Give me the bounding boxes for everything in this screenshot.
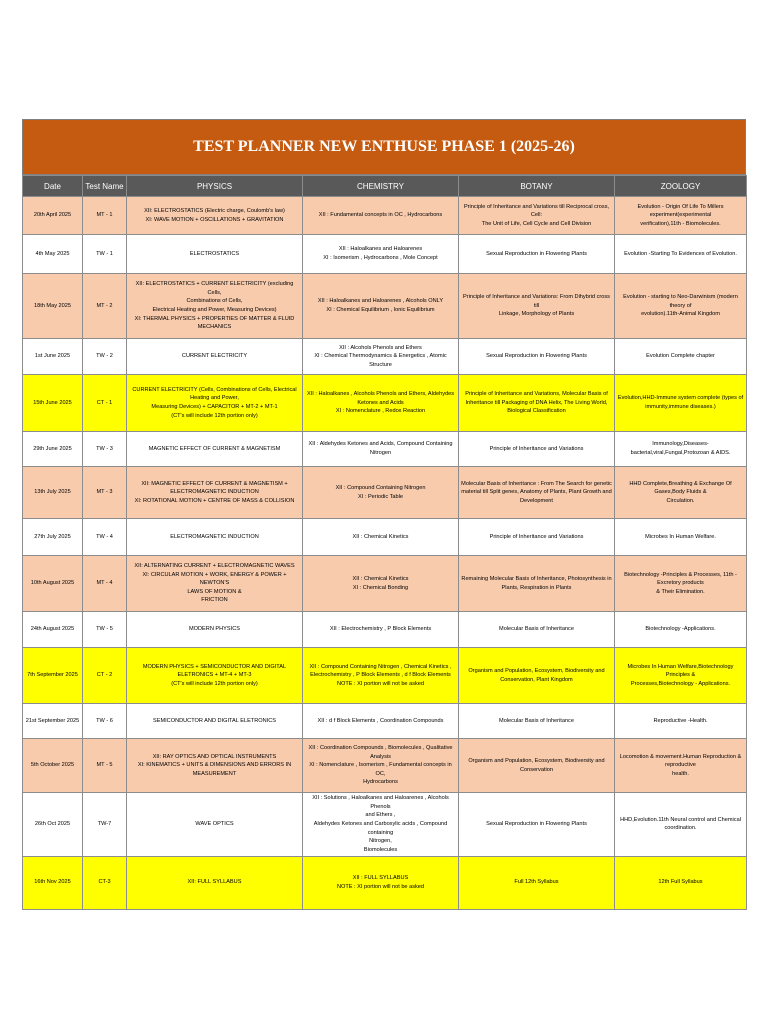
cell-date: 21st September 2025 bbox=[23, 704, 83, 739]
cell-chemistry bbox=[303, 274, 459, 339]
cell-line: SEMICONDUCTOR AND DIGITAL ELETRONICS bbox=[153, 717, 276, 724]
cell-line: Organism and Population, Ecosystem, Biodiversity and bbox=[468, 757, 605, 764]
cell-test: TW - 4 bbox=[83, 519, 127, 556]
cell-line: XI: ROTATIONAL MOTION + CENTRE OF MASS & COLLISION bbox=[134, 497, 295, 504]
cell-line: Aldehydes Ketones and Carboxylic acids , Compound containing bbox=[313, 820, 448, 836]
cell-date: 4th May 2025 bbox=[23, 235, 83, 274]
cell-botany bbox=[459, 274, 615, 339]
cell-line: Locomotion & movement.Human Reproduction & reproductive bbox=[619, 753, 742, 769]
cell-line: Principle of Inheritance and Variations: From Dihybrid cross till bbox=[463, 294, 610, 309]
cell-line: Molecular Basis of Inheritance bbox=[499, 626, 574, 633]
cell-chemistry bbox=[303, 704, 459, 739]
cell-date: 13th July 2025 bbox=[23, 467, 83, 519]
cell-test: MT - 1 bbox=[83, 197, 127, 235]
cell-line: XI: CIRCULAR MOTION + WORK, ENERGY & POWER + NEWTON'S bbox=[142, 571, 287, 587]
cell-line: Biotechnology -Applications. bbox=[645, 626, 716, 633]
cell-line: XII : d f Block Elements , Coordination Compounds bbox=[317, 717, 444, 724]
cell-line: WAVE OPTICS bbox=[195, 820, 234, 827]
cell-line: NOTE : XI portion will not be asked bbox=[336, 680, 425, 687]
cell-chemistry bbox=[303, 856, 459, 909]
cell-line: & Their Elimination. bbox=[656, 588, 705, 595]
cell-chemistry bbox=[303, 197, 459, 235]
cell-date: 10th August 2025 bbox=[23, 556, 83, 612]
cell-line: CURRENT ELECTRICITY (Cells, Combinations of Cells, Electrical bbox=[132, 386, 297, 393]
cell-zoology bbox=[615, 467, 747, 519]
cell-line: XII: ELECTROSTATICS + CURRENT ELECTRICITY (excluding Cells, bbox=[135, 281, 294, 296]
cell-physics bbox=[127, 467, 303, 519]
cell-line: Biotechnology -Principles & Processes, 11th - Excretory products bbox=[624, 571, 737, 587]
cell-line: XII : Haloalkanes and Haloarenes , Alcohols ONLY bbox=[317, 298, 444, 305]
cell-line: (CT's will include 12th portion only) bbox=[171, 680, 258, 687]
cell-line: XII: MAGNETIC EFFECT OF CURRENT & MAGNETISM + bbox=[141, 480, 288, 487]
cell-botany bbox=[459, 197, 615, 235]
cell-botany bbox=[459, 235, 615, 274]
cell-line: evolution).11th-Animal Kingdom bbox=[641, 311, 720, 318]
cell-line: HHD,Evolution.11th Neural control and Chemical coordination. bbox=[620, 816, 741, 832]
table-row bbox=[23, 793, 747, 857]
cell-chemistry bbox=[303, 432, 459, 467]
cell-chemistry bbox=[303, 793, 459, 857]
cell-physics bbox=[127, 856, 303, 909]
header-row bbox=[23, 176, 747, 197]
table-row bbox=[23, 235, 747, 274]
cell-line: XII : Chemical Kinetics bbox=[352, 575, 409, 582]
cell-botany bbox=[459, 467, 615, 519]
cell-test: MT - 4 bbox=[83, 556, 127, 612]
cell-line: ELECTROMAGNETIC INDUCTION bbox=[170, 489, 259, 496]
cell-line: health. bbox=[672, 770, 689, 777]
cell-line: Evolution Complete chapter bbox=[646, 353, 715, 360]
cell-line: Principle of Inheritance and Variations bbox=[489, 445, 584, 452]
cell-line: Heating and Power, bbox=[190, 395, 239, 402]
cell-line: NOTE : XI portion will not be asked bbox=[336, 883, 425, 890]
cell-zoology bbox=[615, 375, 747, 432]
cell-line: verification),11th - Biomolecules. bbox=[640, 220, 721, 227]
cell-line: ELETRONICS + MT-4 + MT-3 bbox=[177, 672, 252, 679]
cell-line: Reproductive -Health. bbox=[653, 717, 708, 724]
cell-test: MT - 3 bbox=[83, 467, 127, 519]
cell-line: CURRENT ELECTRICITY bbox=[181, 353, 248, 360]
cell-date: 15th June 2025 bbox=[23, 375, 83, 432]
cell-line: Processes,Biotechnology - Applications. bbox=[630, 680, 731, 687]
table-row bbox=[23, 432, 747, 467]
cell-test: TW-7 bbox=[83, 793, 127, 857]
cell-line: (CT's will include 12th portion only) bbox=[171, 412, 258, 419]
cell-line: XII : Compound Containing Nitrogen , Chemical Kinetics , bbox=[309, 663, 452, 670]
cell-line: XI: KINEMATICS + UNITS & DIMENSIONS AND ERRORS IN bbox=[137, 762, 292, 769]
cell-line: XII: FULL SYLLABUS bbox=[187, 879, 242, 886]
cell-line: ELECTROSTATICS bbox=[189, 250, 240, 257]
cell-line: Conservation, Plant Kingdom bbox=[500, 676, 573, 683]
cell-botany bbox=[459, 612, 615, 648]
cell-botany bbox=[459, 739, 615, 793]
cell-line: XII : Aldehydes Ketones and Acids, Compound Containing bbox=[308, 441, 453, 448]
cell-line: MAGNETIC EFFECT OF CURRENT & MAGNETISM bbox=[148, 445, 281, 452]
cell-line: Development bbox=[520, 497, 553, 504]
table-row bbox=[23, 375, 747, 432]
cell-line: XII : Solutions , Haloalkanes and Haloarenes , Alcohols Phenols bbox=[312, 795, 449, 810]
cell-physics bbox=[127, 235, 303, 274]
cell-line: Principle of Inheritance and Variations till Reciprocal cross, Cell: bbox=[463, 203, 610, 219]
cell-zoology bbox=[615, 432, 747, 467]
cell-line: Molecular Basis of Inheritance bbox=[499, 717, 574, 724]
table-row bbox=[23, 467, 747, 519]
cell-botany bbox=[459, 856, 615, 909]
cell-line: Evolution,HHD-Immune system complete (types of bbox=[617, 395, 744, 402]
table-row bbox=[23, 739, 747, 793]
cell-date: 18th May 2025 bbox=[23, 274, 83, 339]
cell-test: CT - 2 bbox=[83, 648, 127, 704]
cell-line: Microbes In Human Welfare. bbox=[645, 533, 716, 540]
cell-line: XI: THERMAL PHYSICS + PROPERTIES OF MATTER & FLUID bbox=[134, 315, 295, 322]
cell-chemistry bbox=[303, 467, 459, 519]
cell-line: XII : FULL SYLLABUS bbox=[352, 874, 409, 881]
cell-line: Inheritance till Packaging of DNA Helix, The Living World, bbox=[465, 399, 608, 406]
cell-line: XII : Haloalkanes and Haloarenes bbox=[338, 246, 423, 253]
header-chemistry: CHEMISTRY bbox=[303, 176, 459, 197]
cell-line: Sexual Reproduction in Flowering Plants bbox=[486, 353, 587, 360]
cell-line: Evolution - Origin Of Life To Millers experiment(experimental bbox=[637, 203, 724, 219]
cell-line: Linkage, Morphology of Plants bbox=[498, 311, 575, 318]
cell-line: Molecular Basis of Inheritance : From The Search for genetic bbox=[461, 480, 612, 487]
cell-test: CT - 1 bbox=[83, 375, 127, 432]
cell-line: Combinations of Cells, bbox=[186, 298, 243, 305]
cell-physics bbox=[127, 612, 303, 648]
table-row bbox=[23, 704, 747, 739]
cell-physics bbox=[127, 339, 303, 375]
cell-chemistry bbox=[303, 556, 459, 612]
cell-date: 27th July 2025 bbox=[23, 519, 83, 556]
cell-zoology bbox=[615, 197, 747, 235]
cell-line: Biomolecules bbox=[363, 846, 398, 853]
cell-line: FRICTION bbox=[201, 597, 228, 604]
cell-line: Immunology,Diseases-bacterial,viral,Fungal,Protozoan & AIDS. bbox=[630, 441, 731, 456]
cell-line: Organism and Population, Ecosystem, Biodiversity and bbox=[468, 667, 605, 674]
cell-physics bbox=[127, 648, 303, 704]
header-date: Date bbox=[23, 176, 83, 197]
cell-line: XII : Alcohols Phenols and Ethers bbox=[339, 344, 422, 351]
cell-test: CT-3 bbox=[83, 856, 127, 909]
cell-line: XI : Chemical Equilibrium , Ionic Equilibrium bbox=[326, 307, 435, 313]
cell-date: 16th Nov 2025 bbox=[23, 856, 83, 909]
cell-test: TW - 3 bbox=[83, 432, 127, 467]
cell-chemistry bbox=[303, 339, 459, 375]
table-row bbox=[23, 274, 747, 339]
cell-physics bbox=[127, 197, 303, 235]
cell-line: XI : Periodic Table bbox=[358, 493, 403, 500]
cell-zoology bbox=[615, 339, 747, 375]
cell-physics bbox=[127, 375, 303, 432]
cell-line: XII : Chemical Kinetics bbox=[352, 533, 409, 540]
table-row bbox=[23, 519, 747, 556]
cell-zoology bbox=[615, 274, 747, 339]
cell-line: Microbes In Human Welfare,Biotechnology Principles & bbox=[627, 663, 734, 679]
cell-date: 24th August 2025 bbox=[23, 612, 83, 648]
cell-line: Full 12th Syllabus bbox=[514, 879, 559, 886]
cell-line: Sexual Reproduction in Flowering Plants bbox=[486, 820, 587, 827]
cell-date: 7th September 2025 bbox=[23, 648, 83, 704]
planner-table bbox=[22, 175, 747, 910]
cell-line: Analysis bbox=[370, 753, 391, 760]
cell-line: XII : Compound Containing Nitrogen bbox=[335, 484, 426, 491]
cell-line: MODERN PHYSICS + SEMICONDUCTOR AND DIGITAL bbox=[142, 663, 287, 670]
cell-chemistry bbox=[303, 739, 459, 793]
header-zoology: ZOOLOGY bbox=[615, 176, 747, 197]
cell-line: XII : Electrochemistry , P Block Elements bbox=[329, 626, 432, 633]
cell-line: Plants, Respiration in Plants bbox=[501, 584, 572, 591]
cell-date: 20th April 2025 bbox=[23, 197, 83, 235]
cell-line: XI : Chemical Bonding bbox=[352, 584, 409, 591]
cell-test: MT - 5 bbox=[83, 739, 127, 793]
header-botany: BOTANY bbox=[459, 176, 615, 197]
cell-zoology bbox=[615, 648, 747, 704]
cell-line: Principle of Inheritance and Variations, Molecular Basis of bbox=[465, 391, 608, 398]
table-row bbox=[23, 197, 747, 235]
cell-line: Biological Classification bbox=[507, 408, 566, 415]
cell-zoology bbox=[615, 856, 747, 909]
table-row bbox=[23, 339, 747, 375]
cell-zoology bbox=[615, 704, 747, 739]
cell-test: TW - 2 bbox=[83, 339, 127, 375]
cell-line: Circulation. bbox=[666, 497, 695, 504]
cell-line: XI : Nomenclature , Isomerism , Fundamental concepts in OC, bbox=[309, 762, 452, 777]
cell-line: Evolution - starting to Neo-Darwinism (modern theory of bbox=[623, 294, 738, 309]
cell-chemistry bbox=[303, 612, 459, 648]
cell-line: XII : Haloalkanes , Alcohols Phenols and Ethers, Aldehydes bbox=[306, 391, 455, 398]
cell-chemistry bbox=[303, 235, 459, 274]
cell-date: 26th Oct 2025 bbox=[23, 793, 83, 857]
cell-zoology bbox=[615, 739, 747, 793]
cell-line: XII : Coordination Compounds , Biomolecules , Qualitative bbox=[308, 744, 453, 751]
cell-date: 1st June 2025 bbox=[23, 339, 83, 375]
cell-line: LAWS OF MOTION & bbox=[187, 588, 242, 595]
header-physics: PHYSICS bbox=[127, 176, 303, 197]
cell-date: 5th October 2025 bbox=[23, 739, 83, 793]
cell-line: The Unit of Life, Cell Cycle and Cell Division bbox=[481, 220, 592, 227]
cell-physics bbox=[127, 556, 303, 612]
cell-physics bbox=[127, 432, 303, 467]
cell-zoology bbox=[615, 612, 747, 648]
cell-botany bbox=[459, 556, 615, 612]
cell-zoology bbox=[615, 235, 747, 274]
cell-line: Remaining Molecular Basis of Inheritance, Photosynthesis in bbox=[461, 575, 612, 582]
cell-line: Evolution -Starting To Evidences of Evolution. bbox=[624, 250, 737, 257]
cell-botany bbox=[459, 432, 615, 467]
cell-chemistry bbox=[303, 648, 459, 704]
cell-line: XI : Isomerism , Hydrocarbons , Mole Concept bbox=[323, 255, 438, 261]
cell-line: ELECTROMAGNETIC INDUCTION bbox=[170, 533, 259, 540]
cell-test: TW - 1 bbox=[83, 235, 127, 274]
planner-body bbox=[23, 197, 747, 910]
cell-zoology bbox=[615, 556, 747, 612]
cell-test: MT - 2 bbox=[83, 274, 127, 339]
cell-physics bbox=[127, 739, 303, 793]
table-row bbox=[23, 648, 747, 704]
cell-physics bbox=[127, 704, 303, 739]
cell-line: HHD Complete,Breathing & Exchange Of Gases,Body Fluids & bbox=[629, 480, 732, 496]
cell-line: XII: ELECTROSTATICS (Electric charge, Coulomb's law) bbox=[144, 207, 285, 214]
table-row bbox=[23, 612, 747, 648]
cell-botany bbox=[459, 793, 615, 857]
cell-line: Nitrogen, bbox=[369, 838, 392, 845]
cell-botany bbox=[459, 519, 615, 556]
cell-line: XII: RAY OPTICS AND OPTICAL INSTRUMENTS bbox=[152, 753, 277, 760]
cell-line: Measuring Devices) + CAPACITOR + MT-2 + MT-1 bbox=[151, 404, 278, 410]
cell-line: immunity,immune diseases.) bbox=[645, 404, 716, 410]
table-row bbox=[23, 556, 747, 612]
cell-line: material till Split genes, Anatomy of Plants, Plant Growth and bbox=[461, 489, 612, 496]
cell-line: Electrical Heating and Power, Measuring Devices) bbox=[152, 307, 277, 313]
table-row bbox=[23, 856, 747, 909]
cell-line: Conservation bbox=[520, 766, 553, 773]
cell-line: Ketones and Acids bbox=[357, 399, 404, 406]
cell-line: XI : Chemical Thermodynamics & Energetics , Atomic Structure bbox=[314, 353, 447, 368]
cell-botany bbox=[459, 704, 615, 739]
cell-botany bbox=[459, 339, 615, 375]
cell-line: Nitrogen bbox=[369, 450, 392, 456]
cell-line: XI : Nomenclature , Redox Reaction bbox=[335, 408, 426, 415]
cell-test: TW - 6 bbox=[83, 704, 127, 739]
cell-line: Electrochemistry , P Block Elements , d f Block Elements bbox=[310, 672, 451, 679]
cell-line: Sexual Reproduction in Flowering Plants bbox=[486, 250, 587, 257]
cell-test: TW - 5 bbox=[83, 612, 127, 648]
cell-date: 29th June 2025 bbox=[23, 432, 83, 467]
cell-line: XII : Fundamental concepts in OC , Hydrocarbons bbox=[318, 212, 443, 219]
cell-line: MECHANICS bbox=[197, 324, 232, 331]
test-planner-sheet bbox=[22, 119, 746, 910]
cell-line: XII: ALTERNATING CURRENT + ELECTROMAGNETIC WAVES bbox=[134, 562, 295, 569]
cell-line: Hydrocarbons bbox=[363, 779, 398, 786]
cell-line: MEASUREMENT bbox=[192, 770, 237, 777]
cell-chemistry bbox=[303, 519, 459, 556]
cell-botany bbox=[459, 375, 615, 432]
cell-physics bbox=[127, 274, 303, 339]
cell-botany bbox=[459, 648, 615, 704]
cell-physics bbox=[127, 793, 303, 857]
planner-title: TEST PLANNER NEW ENTHUSE PHASE 1 (2025-26) bbox=[22, 119, 746, 175]
cell-line: and Ethers , bbox=[365, 812, 396, 819]
cell-line: Principle of Inheritance and Variations bbox=[489, 533, 584, 540]
header-test-name: Test Name bbox=[83, 176, 127, 197]
cell-line: XI: WAVE MOTION + OSCILLATIONS + GRAVITATION bbox=[145, 216, 284, 223]
cell-zoology bbox=[615, 793, 747, 857]
cell-line: 12th Full Syllabus bbox=[658, 879, 703, 886]
cell-zoology bbox=[615, 519, 747, 556]
cell-line: MODERN PHYSICS bbox=[189, 626, 240, 633]
cell-physics bbox=[127, 519, 303, 556]
cell-chemistry bbox=[303, 375, 459, 432]
